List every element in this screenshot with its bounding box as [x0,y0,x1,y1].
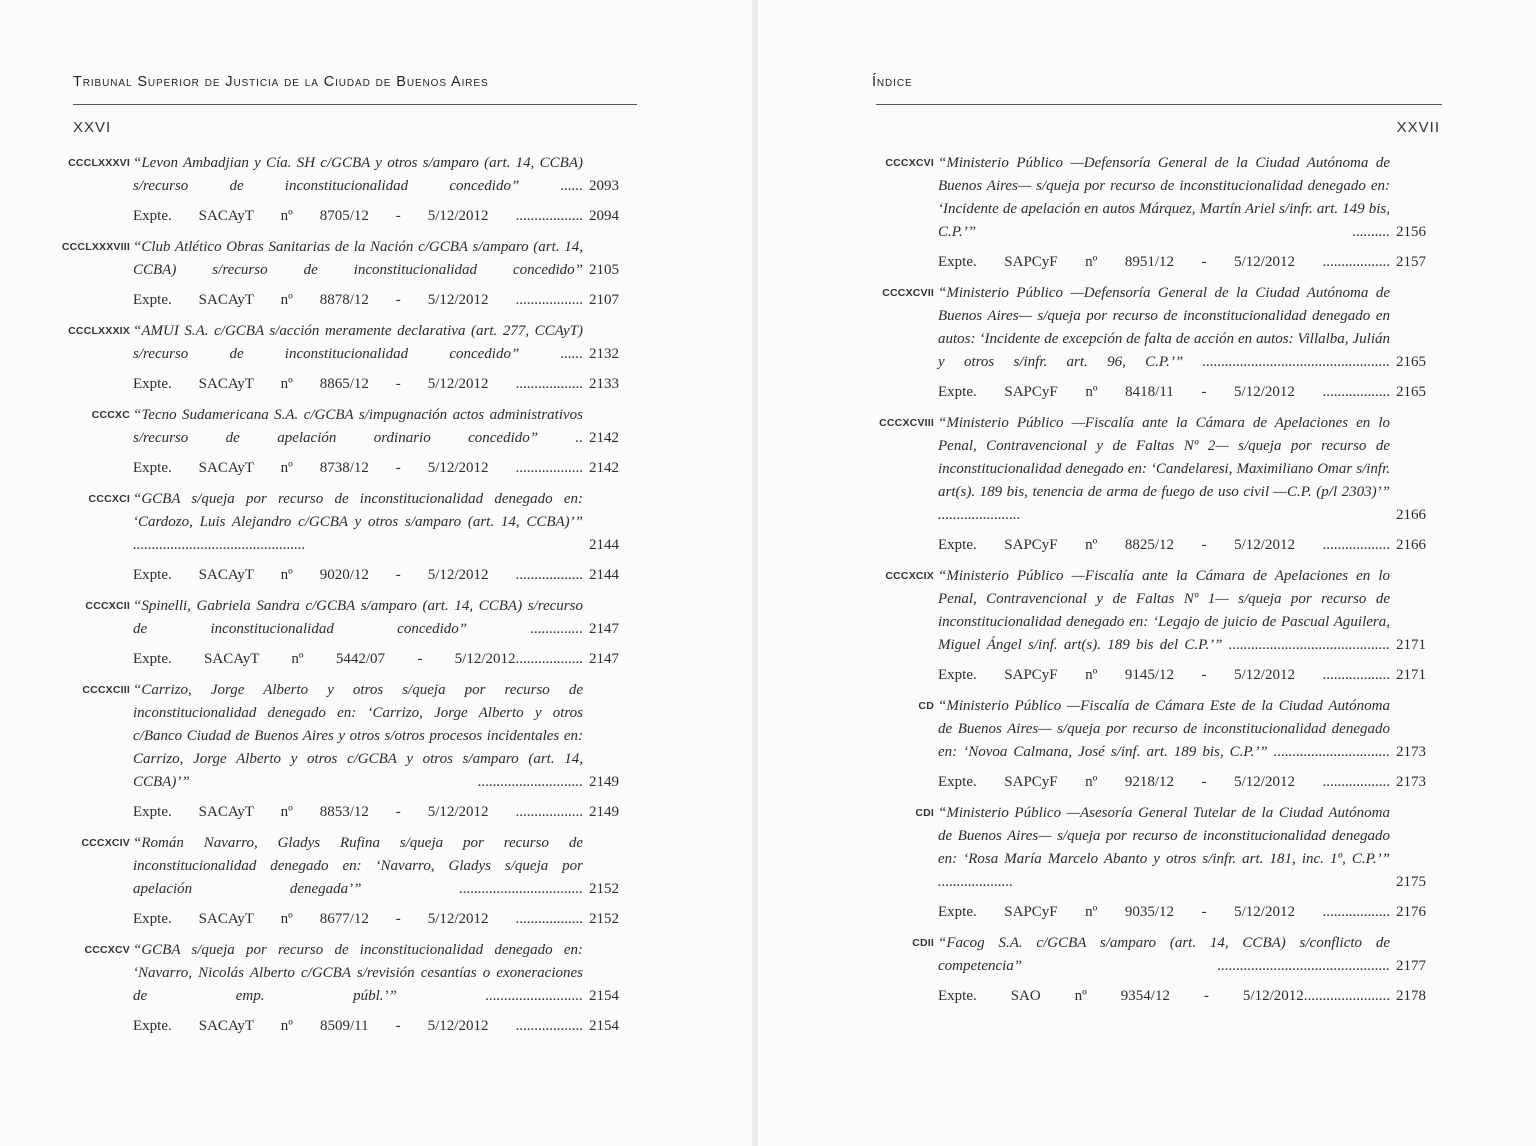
expte-page: 2154 [589,1018,619,1034]
entry-expte [133,1015,619,1038]
entry-page: 2173 [1396,744,1426,760]
entry-page: 2165 [1396,354,1426,370]
index-entry [758,802,1536,924]
entry-title-text: “Carrizo, Jorge Alberto y otros s/queja por recurso de inconstitucionalidad denegado en: ‘Carrizo, Jorge Alberto y otros c/Banco Ciudad de Buenos Aires y otros s/otros procesos incidentales en: Carrizo, Jorge Alberto y otros c/GCBA y otros s/amparo (art. 14, CCBA)’” ............................ [133,682,583,790]
expte-page: 2173 [1396,774,1426,790]
expte-text: Expte. SACAyT nº 8878/12 - 5/12/2012 .................. [133,292,583,308]
index-list [758,152,1536,1016]
expte-text: Expte. SAPCyF nº 9218/12 - 5/12/2012 .................. [938,774,1390,790]
entry-expte [938,901,1426,924]
expte-page: 2094 [589,208,619,224]
expte-page: 2147 [589,651,619,667]
entry-title [938,282,1426,374]
entry-expte [133,205,619,228]
expte-text: Expte. SAPCyF nº 8951/12 - 5/12/2012 .................. [938,254,1390,270]
expte-text: Expte. SAPCyF nº 9145/12 - 5/12/2012 .................. [938,667,1390,683]
entry-title-text: “Ministerio Público —Defensoría General de la Ciudad Autónoma de Buenos Aires— s/queja por recurso de inconstitucionalidad denegado en autos: ‘Incidente de excepción de falta de acción en autos: Villalba, Julián y otros s/infr. art. 96, C.P.’” .................................................. [938,285,1390,370]
entry-title [133,152,619,198]
entry-expte [133,801,619,824]
entry-title [133,488,619,557]
entry-title [133,832,619,901]
entry-title-text: “AMUI S.A. c/GCBA s/acción meramente declarativa (art. 277, CCAyT) s/recurso de inconstitucionalidad concedido” ...... [133,323,583,362]
entry-title-text: “Levon Ambadjian y Cía. SH c/GCBA y otros s/amparo (art. 14, CCBA) s/recurso de inconstitucionalidad concedido” ...... [133,155,583,194]
entry-title [938,932,1426,978]
entry-expte [938,664,1426,687]
expte-page: 2107 [589,292,619,308]
entry-title [133,236,619,282]
entry-page: 2132 [589,346,619,362]
index-entry [0,320,752,396]
entry-expte [133,289,619,312]
expte-text: Expte. SACAyT nº 8853/12 - 5/12/2012 .................. [133,804,583,820]
entry-title [938,412,1426,527]
expte-page: 2133 [589,376,619,392]
entry-numeral: CCCXCII [85,600,130,612]
index-entry [758,695,1536,794]
entry-numeral: CCCXCIX [885,570,934,582]
expte-page: 2165 [1396,384,1426,400]
entry-title-text: “Román Navarro, Gladys Rufina s/queja por recurso de inconstitucionalidad denegado en: ‘Navarro, Gladys s/queja por apelación denegada’” ................................. [133,835,583,897]
entry-page: 2149 [589,774,619,790]
index-entry [0,679,752,824]
expte-text: Expte. SACAyT nº 8865/12 - 5/12/2012 .................. [133,376,583,392]
left-page [0,0,752,1146]
expte-page: 2171 [1396,667,1426,683]
header-rule [73,104,637,105]
index-entry [758,412,1536,557]
expte-text: Expte. SACAyT nº 8705/12 - 5/12/2012 .................. [133,208,583,224]
page-number-roman: XXVII [1396,119,1440,136]
entry-title [938,152,1426,244]
entry-title [133,595,619,641]
expte-text: Expte. SACAyT nº 9020/12 - 5/12/2012 .................. [133,567,583,583]
expte-text: Expte. SACAyT nº 8509/11 - 5/12/2012 .................. [133,1018,583,1034]
entry-title [938,802,1426,894]
entry-page: 2144 [589,537,619,553]
entry-page: 2171 [1396,637,1426,653]
index-entry [0,939,752,1038]
entry-expte [133,908,619,931]
entry-expte [938,985,1426,1008]
right-page [758,0,1536,1146]
index-entry [758,932,1536,1008]
entry-title-text: “Tecno Sudamericana S.A. c/GCBA s/impugnación actos administrativos s/recurso de apelación ordinario concedido” .. [133,407,583,446]
index-entry [758,152,1536,274]
entry-expte [938,771,1426,794]
index-entry [0,832,752,931]
entry-expte [133,648,619,671]
entry-expte [938,251,1426,274]
page-number-roman: XXVI [73,119,112,136]
entry-title-text: “Facog S.A. c/GCBA s/amparo (art. 14, CCBA) s/conflicto de competencia” .............................................. [938,935,1390,974]
expte-page: 2176 [1396,904,1426,920]
entry-title-text: “Spinelli, Gabriela Sandra c/GCBA s/amparo (art. 14, CCBA) s/recurso de inconstitucionalidad concedido” .............. [133,598,583,637]
entry-page: 2147 [589,621,619,637]
entry-numeral: CDII [912,937,934,949]
entry-page: 2093 [589,178,619,194]
entry-title [133,320,619,366]
entry-numeral: CCCLXXXVI [68,157,130,169]
expte-text: Expte. SAO nº 9354/12 - 5/12/2012....................... [938,988,1390,1004]
index-entry [758,282,1536,404]
entry-numeral: CDI [915,807,934,819]
entry-expte [938,381,1426,404]
entry-expte [133,457,619,480]
entry-title [133,404,619,450]
expte-page: 2178 [1396,988,1426,1004]
expte-page: 2144 [589,567,619,583]
entry-numeral: CCCXCIII [82,684,130,696]
index-entry [0,595,752,671]
entry-page: 2156 [1396,224,1426,240]
entry-numeral: CCCXCV [84,944,130,956]
index-entry [0,152,752,228]
index-entry [758,565,1536,687]
running-head: Índice [872,74,913,90]
entry-numeral: CCCLXXXIX [68,325,130,337]
entry-page: 2166 [1396,507,1426,523]
expte-text: Expte. SAPCyF nº 9035/12 - 5/12/2012 .................. [938,904,1390,920]
entry-numeral: CCCXCIV [81,837,130,849]
expte-text: Expte. SAPCyF nº 8825/12 - 5/12/2012 .................. [938,537,1390,553]
expte-page: 2142 [589,460,619,476]
expte-page: 2149 [589,804,619,820]
entry-page: 2152 [589,881,619,897]
entry-expte [938,534,1426,557]
entry-title-text: “Club Atlético Obras Sanitarias de la Nación c/GCBA s/amparo (art. 14, CCBA) s/recurso de inconstitucionalidad concedido” [133,239,583,278]
expte-text: Expte. SAPCyF nº 8418/11 - 5/12/2012 .................. [938,384,1390,400]
entry-page: 2177 [1396,958,1426,974]
expte-page: 2157 [1396,254,1426,270]
entry-title-text: “Ministerio Público —Fiscalía ante la Cámara de Apelaciones en lo Penal, Contravencional y de Faltas Nº 1— s/queja por recurso de inconstitucionalidad denegado en: ‘Legajo de juicio de Pascual Aguilera, Miguel Ángel s/inf. art(s). 189 bis del C.P.’” ........................................... [938,568,1390,653]
expte-text: Expte. SACAyT nº 8738/12 - 5/12/2012 .................. [133,460,583,476]
entry-numeral: CD [918,700,934,712]
expte-text: Expte. SACAyT nº 5442/07 - 5/12/2012.................. [133,651,583,667]
expte-page: 2152 [589,911,619,927]
entry-expte [133,373,619,396]
entry-title-text: “Ministerio Público —Asesoría General Tutelar de la Ciudad Autónoma de Buenos Aires— s/queja por recurso de inconstitucionalidad denegado en: ‘Rosa María Marcelo Abanto y otros s/infr. art. 181, inc. 1º, C.P.’” .................... [938,805,1390,890]
index-entry [0,236,752,312]
entry-page: 2142 [589,430,619,446]
index-entry [0,488,752,587]
index-entry [0,404,752,480]
entry-numeral: CCCXCI [88,493,130,505]
entry-title [133,679,619,794]
entry-title-text: “Ministerio Público —Fiscalía ante la Cámara de Apelaciones en lo Penal, Contravencional y de Faltas Nº 2— s/queja por recurso de inconstitucionalidad denegado en: ‘Candelaresi, Maximiliano Omar s/infr. art(s). 189 bis, tenencia de arma de fuego de uso civil —C.P. (p/l 2303)’” ...................... [938,415,1390,523]
entry-title-text: “GCBA s/queja por recurso de inconstitucionalidad denegado en: ‘Navarro, Nicolás Alberto c/GCBA s/revisión cesantías o exoneraciones de emp. públ.’” .......................... [133,942,583,1004]
entry-title [938,565,1426,657]
entry-title [133,939,619,1008]
entry-page: 2154 [589,988,619,1004]
index-list [0,152,752,1046]
entry-numeral: CCCLXXXVIII [61,241,130,253]
entry-title-text: “GCBA s/queja por recurso de inconstitucionalidad denegado en: ‘Cardozo, Luis Alejandro c/GCBA y otros s/amparo (art. 14, CCBA)’” .............................................. [133,491,583,553]
entry-page: 2175 [1396,874,1426,890]
entry-numeral: CCCXCVIII [879,417,934,429]
entry-title-text: “Ministerio Público —Defensoría General de la Ciudad Autónoma de Buenos Aires— s/queja por recurso de inconstitucionalidad denegado en: ‘Incidente de apelación en autos Márquez, Martín Ariel s/infr. art. 149 bis, C.P.’” .......... [938,155,1390,240]
entry-title-text: “Ministerio Público —Fiscalía de Cámara Este de la Ciudad Autónoma de Buenos Aires— s/queja por recurso de inconstitucionalidad denegado en: ‘Novoa Calmana, José s/inf. art. 189 bis, C.P.’” ............................... [938,698,1390,760]
entry-numeral: CCCXCVII [882,287,934,299]
entry-numeral: CCCXCVI [885,157,934,169]
expte-page: 2166 [1396,537,1426,553]
entry-numeral: CCCXC [91,409,130,421]
entry-page: 2105 [589,262,619,278]
entry-title [938,695,1426,764]
running-head: Tribunal Superior de Justicia de la Ciudad de Buenos Aires [73,74,489,90]
entry-expte [133,564,619,587]
header-rule [876,104,1442,105]
expte-text: Expte. SACAyT nº 8677/12 - 5/12/2012 .................. [133,911,583,927]
